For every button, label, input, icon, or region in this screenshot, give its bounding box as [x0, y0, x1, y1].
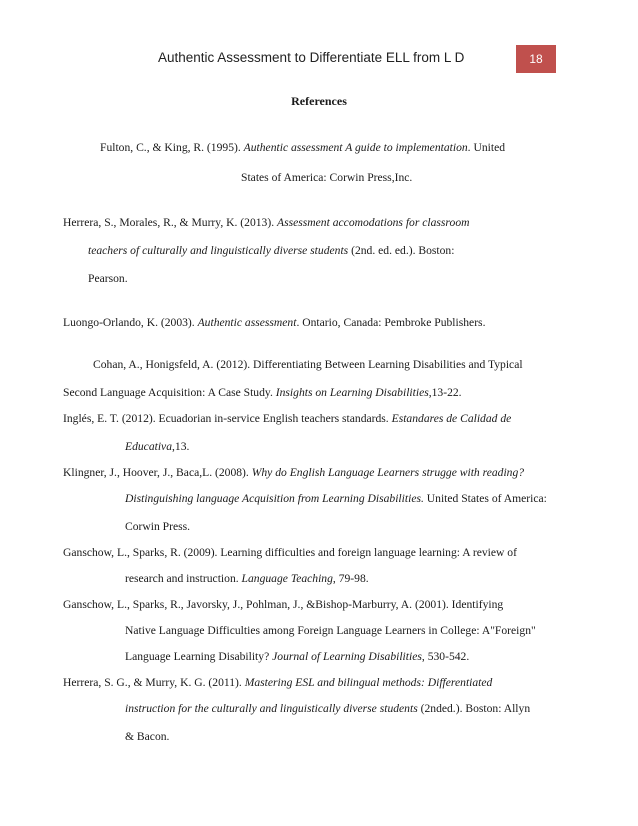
reference-text: Ganschow, L., Sparks, R., Javorsky, J., Pohlman, J., &Bishop-Marburry, A. (2001). Identifying	[63, 598, 504, 611]
reference-italic-text: Insights on Learning Disabilities	[275, 386, 429, 399]
reference-italic-text: Authentic assessment	[197, 316, 297, 329]
reference-italic-text: Why do English Language Learners strugge with reading?	[251, 466, 525, 479]
reference-line	[93, 358, 523, 371]
reference-line	[63, 386, 462, 399]
reference-text: Herrera, S., Morales, R., & Murry, K. (2013).	[63, 216, 278, 229]
reference-text: Language Learning Disability?	[125, 650, 273, 663]
reference-italic-text: teachers of culturally and linguistically diverse students	[88, 244, 349, 257]
reference-italic-text: Language Teaching	[241, 572, 333, 585]
reference-line	[88, 244, 454, 257]
reference-text: Luongo-Orlando, K. (2003).	[63, 316, 198, 329]
reference-italic-text: Distinguishing language Acquisition from Learning Disabilities.	[125, 492, 424, 505]
reference-line	[63, 466, 524, 479]
reference-text: Herrera, S. G., & Murry, K. G. (2011).	[63, 676, 245, 689]
reference-line	[125, 520, 190, 533]
reference-italic-text: Educativa	[125, 440, 173, 453]
reference-text: & Bacon.	[125, 730, 170, 743]
reference-text: Klingner, J., Hoover, J., Baca,L. (2008).	[63, 466, 252, 479]
reference-line	[100, 141, 505, 154]
reference-line	[125, 572, 369, 585]
page-number-badge: 18	[516, 45, 556, 73]
reference-line	[125, 492, 547, 505]
reference-italic-text: Assessment accomodations for classroom	[277, 216, 470, 229]
reference-text: ,13.	[172, 440, 190, 453]
reference-line	[63, 316, 485, 329]
reference-text: Second Language Acquisition: A Case Study.	[63, 386, 276, 399]
running-header-title: Authentic Assessment to Differentiate ELL from L D	[158, 50, 465, 65]
reference-italic-text: Journal of Learning Disabilities	[272, 650, 422, 663]
reference-text: research and instruction.	[125, 572, 242, 585]
reference-text: Native Language Difficulties among Foreign Language Learners in College: A"Foreign"	[125, 624, 536, 637]
reference-line	[125, 624, 536, 637]
reference-text: (2nded.). Boston: Allyn	[417, 702, 531, 715]
reference-text: Inglés, E. T. (2012). Ecuadorian in-service English teachers standards.	[63, 412, 392, 425]
reference-italic-text: Estandares de Calidad de	[391, 412, 512, 425]
reference-text: States of America: Corwin Press,Inc.	[241, 171, 413, 184]
reference-line	[125, 730, 169, 743]
reference-line	[88, 272, 128, 285]
reference-italic-text: instruction for the culturally and linguistically diverse students	[125, 702, 418, 715]
reference-line	[63, 676, 492, 689]
reference-text: Corwin Press.	[125, 520, 191, 533]
reference-line	[125, 440, 189, 453]
reference-italic-text: Authentic assessment A guide to implementation	[243, 141, 468, 154]
section-title: References	[291, 94, 347, 108]
reference-line	[125, 650, 469, 663]
reference-text: . United	[467, 141, 506, 154]
reference-text: , 79-98.	[332, 572, 369, 585]
reference-line	[63, 216, 469, 229]
reference-text: Fulton, C., & King, R. (1995).	[100, 141, 244, 154]
reference-text: , 530-542.	[421, 650, 470, 663]
reference-line	[241, 171, 412, 184]
reference-line	[63, 598, 503, 611]
reference-text: Pearson.	[88, 272, 128, 285]
reference-text: Ganschow, L., Sparks, R. (2009). Learning difficulties and foreign language learning: A review of	[63, 546, 517, 559]
reference-italic-text: Mastering ESL and bilingual methods: Differentiated	[244, 676, 493, 689]
reference-line	[63, 546, 517, 559]
reference-text: ,13-22.	[428, 386, 462, 399]
reference-line	[63, 412, 511, 425]
reference-text: United States of America:	[423, 492, 547, 505]
reference-text: . Ontario, Canada: Pembroke Publishers.	[296, 316, 486, 329]
reference-line	[125, 702, 530, 715]
reference-text: Cohan, A., Honigsfeld, A. (2012). Differentiating Between Learning Disabilities and Typical	[93, 358, 523, 371]
reference-text: (2nd. ed. ed.). Boston:	[348, 244, 455, 257]
